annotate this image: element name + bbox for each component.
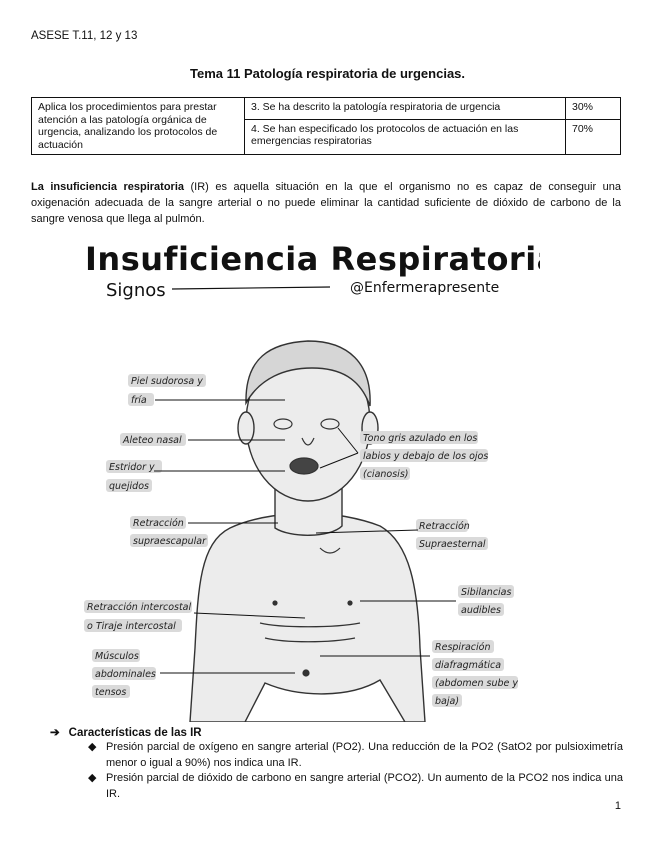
label-retster-1: Retracción bbox=[419, 521, 470, 532]
list-item bbox=[88, 771, 623, 802]
label-retsupra-1: Retracción bbox=[133, 518, 184, 529]
weight-cell: 30% bbox=[566, 98, 621, 120]
criterion-cell: 3. Se ha descrito la patología respiratoria de urgencia bbox=[245, 98, 566, 120]
arrow-right-icon: ➔ bbox=[50, 727, 60, 739]
label-tono-1: Tono gris azulado en los bbox=[363, 433, 478, 444]
learning-result-cell: Aplica los procedimientos para prestar atención a las patología orgánica de urgencia, analizando los protocolos de actuación bbox=[32, 98, 245, 155]
label-resp-2: diafragmática bbox=[435, 660, 502, 671]
label-retsupra-2: supraescapular bbox=[133, 536, 206, 547]
page-number: 1 bbox=[614, 800, 621, 812]
label-resp-4: baja) bbox=[435, 696, 460, 707]
label-piel-1: Piel sudorosa y bbox=[131, 376, 203, 387]
label-musc-2: abdominales bbox=[95, 669, 156, 680]
respiratory-failure-illustration bbox=[80, 228, 540, 722]
section-heading bbox=[50, 725, 202, 739]
illustration-title: Insuficiencia Respiratoria bbox=[85, 240, 540, 278]
intro-term: La insuficiencia respiratoria bbox=[31, 181, 185, 193]
label-musc-1: Músculos bbox=[95, 651, 139, 662]
intro-paragraph bbox=[31, 180, 621, 227]
page-title: Tema 11 Patología respiratoria de urgencias. bbox=[189, 66, 466, 81]
label-estridor-2: quejidos bbox=[109, 481, 149, 492]
label-tono-2: labios y debajo de los ojos bbox=[363, 451, 489, 462]
label-resp-1: Respiración bbox=[435, 642, 491, 653]
diamond-bullet-icon: ◆ bbox=[88, 741, 97, 753]
illustration-credit: @Enfermerapresente bbox=[350, 280, 500, 296]
objectives-table bbox=[31, 97, 621, 155]
label-aleteo: Aleteo nasal bbox=[123, 435, 182, 446]
list-item-text: Presión parcial de oxígeno en sangre arterial (PO2). Una reducción de la PO2 (SatO2 por pulsioximetría menor o igual a 90%) nos indica una IR. bbox=[106, 741, 623, 769]
table-row bbox=[32, 98, 621, 120]
label-retster-2: Supraesternal bbox=[419, 539, 486, 550]
diamond-bullet-icon: ◆ bbox=[88, 772, 97, 784]
document-header-code: ASESE T.11, 12 y 13 bbox=[31, 30, 138, 42]
list-item bbox=[88, 740, 623, 771]
illustration-svg bbox=[80, 228, 540, 722]
child-drawing bbox=[190, 341, 425, 722]
label-estridor-1: Estridor y bbox=[109, 462, 155, 473]
label-tono-3: (cianosis) bbox=[363, 469, 409, 480]
subtitle-rule bbox=[172, 287, 330, 289]
illustration-subtitle: Signos bbox=[106, 280, 166, 301]
label-sib-1: Sibilancias bbox=[461, 587, 512, 598]
criterion-cell: 4. Se han especificado los protocolos de actuación en las emergencias respiratorias bbox=[245, 119, 566, 154]
weight-cell: 70% bbox=[566, 119, 621, 154]
list-item-text: Presión parcial de dióxido de carbono en sangre arterial (PCO2). Un aumento de la PCO2 nos indica una IR. bbox=[106, 772, 623, 800]
label-retint-1: Retracción intercostal bbox=[87, 602, 192, 613]
label-retint-2: o Tiraje intercostal bbox=[87, 621, 176, 632]
label-piel-2: fría bbox=[131, 395, 147, 406]
intro-text: (IR) es aquella situación en la que el organismo no es capaz de conseguir una oxigenación adecuada de la sangre arterial o no puede eliminar la cantidad suficiente de dióxido de carbono de la sangre venosa que llega al pulmón. bbox=[31, 181, 621, 225]
section-title: Características de las IR bbox=[68, 727, 202, 739]
label-musc-3: tensos bbox=[95, 687, 127, 698]
label-sib-2: audibles bbox=[461, 605, 501, 616]
label-resp-3: (abdomen sube y bbox=[435, 678, 519, 689]
